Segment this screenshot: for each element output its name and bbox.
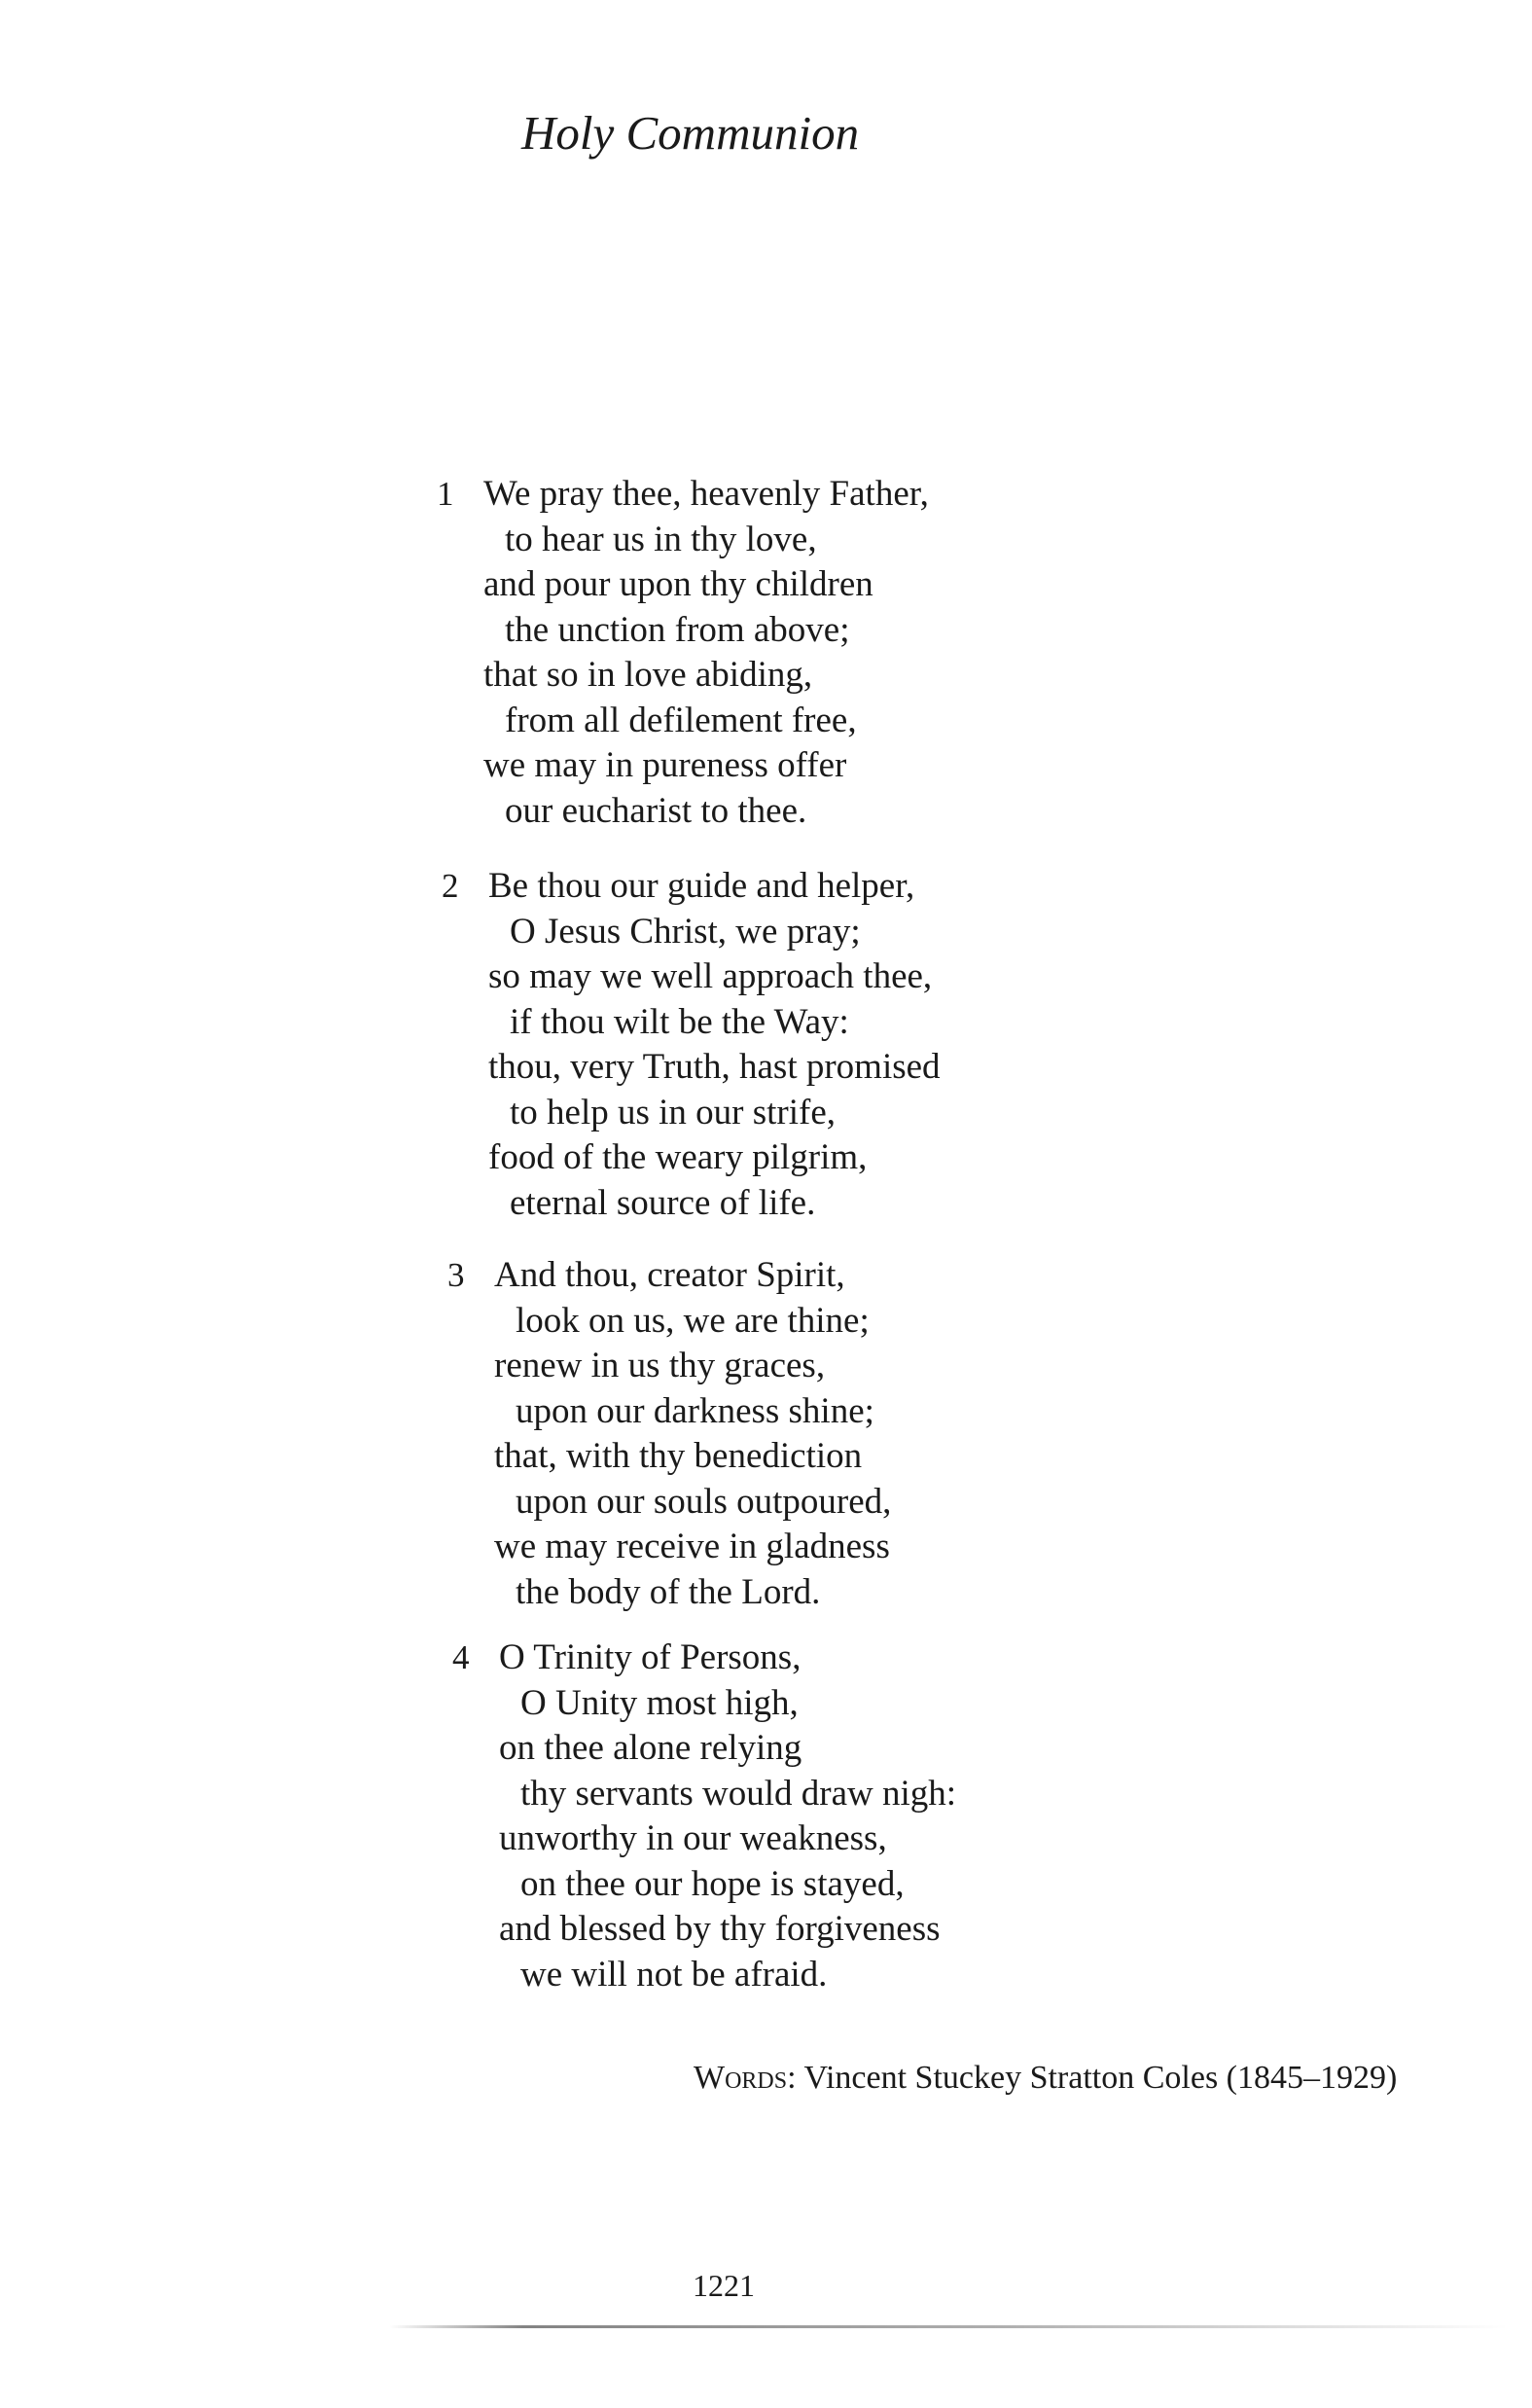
- verse-line: Be thou our guide and helper,: [488, 866, 915, 906]
- verse-line: to hear us in thy love,: [505, 519, 817, 559]
- verse-number: 3: [447, 1256, 465, 1294]
- verse-line: food of the weary pilgrim,: [488, 1137, 868, 1177]
- verse-line: renew in us thy graces,: [494, 1346, 826, 1385]
- verse-line: we may receive in gladness: [494, 1527, 890, 1566]
- attribution-label: Words:: [694, 2060, 797, 2096]
- verse-line: O Trinity of Persons,: [499, 1637, 802, 1677]
- page-title: Holy Communion: [521, 106, 860, 160]
- verse-4: [452, 1635, 957, 1997]
- verse-line: on thee alone relying: [499, 1728, 802, 1768]
- verse-line: upon our darkness shine;: [516, 1390, 874, 1431]
- verse-line: upon our souls outpoured,: [516, 1481, 892, 1522]
- verse-line: we will not be afraid.: [520, 1954, 828, 1995]
- footer-rule: [389, 2325, 1508, 2328]
- words-attribution: [694, 2060, 1397, 2097]
- verse-line: eternal source of life.: [510, 1182, 816, 1223]
- verse-3: [447, 1253, 892, 1615]
- verse-line: the body of the Lord.: [516, 1571, 821, 1612]
- verse-1: [437, 472, 929, 834]
- verse-line: unworthy in our weakness,: [499, 1818, 887, 1858]
- verse-line: from all defilement free,: [505, 700, 857, 740]
- verse-line: our eucharist to thee.: [505, 790, 807, 831]
- verse-number: 4: [452, 1638, 470, 1676]
- verse-line: we may in pureness offer: [483, 745, 847, 785]
- verse-line: thou, very Truth, hast promised: [488, 1047, 941, 1087]
- verse-line: And thou, creator Spirit,: [494, 1255, 845, 1295]
- verse-line: thy servants would draw nigh:: [520, 1773, 957, 1814]
- page-number: 1221: [693, 2268, 755, 2303]
- verse-line: to help us in our strife,: [510, 1092, 837, 1132]
- verse-line: if thou wilt be the Way:: [510, 1001, 849, 1042]
- verse-number: 2: [442, 867, 459, 905]
- verse-line: and pour upon thy children: [483, 564, 873, 604]
- verse-line: We pray thee, heavenly Father,: [483, 474, 929, 514]
- verse-line: look on us, we are thine;: [516, 1300, 870, 1341]
- attribution-author: Vincent Stuckey Stratton Coles (1845–1929): [796, 2060, 1398, 2096]
- verse-line: O Jesus Christ, we pray;: [510, 911, 861, 952]
- verse-2: [442, 864, 941, 1226]
- verse-line: that so in love abiding,: [483, 655, 813, 695]
- verse-line: and blessed by thy forgiveness: [499, 1909, 941, 1949]
- verse-line: O Unity most high,: [520, 1682, 799, 1723]
- verse-line: that, with thy benediction: [494, 1436, 863, 1476]
- verse-line: so may we well approach thee,: [488, 956, 933, 996]
- verse-number: 1: [437, 475, 454, 513]
- verse-line: the unction from above;: [505, 609, 850, 650]
- verse-line: on thee our hope is stayed,: [520, 1863, 905, 1904]
